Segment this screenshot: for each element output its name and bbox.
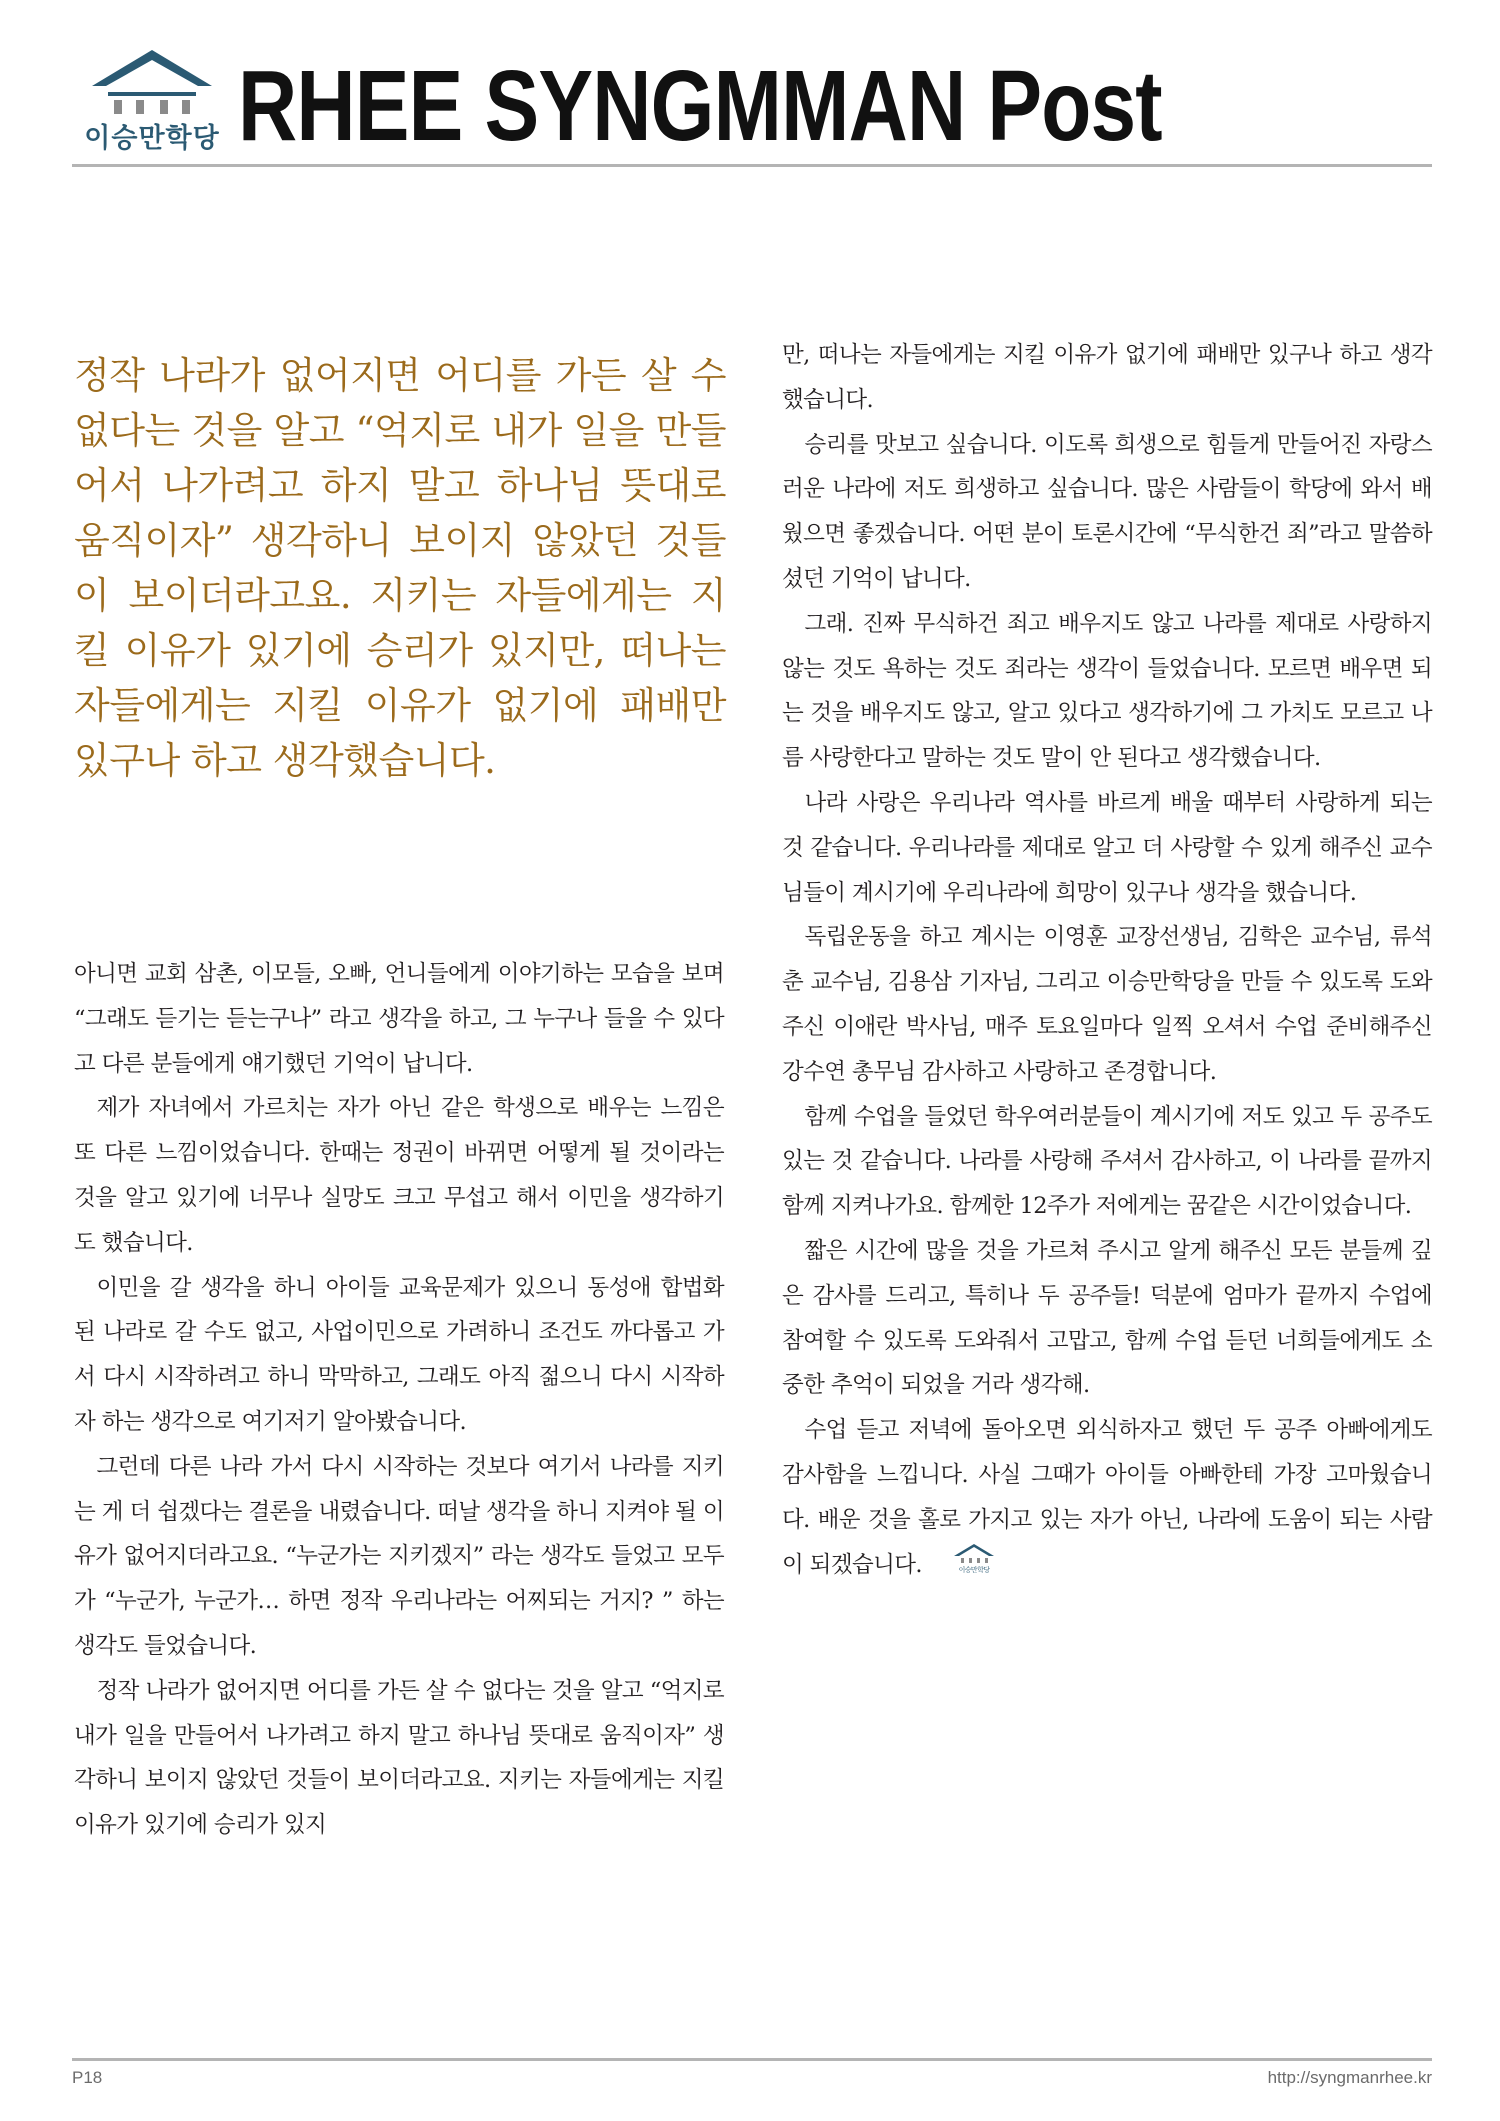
paragraph-last — [782, 1408, 1432, 1588]
paragraph: 짧은 시간에 많을 것을 가르쳐 주시고 알게 해주신 모든 분들께 깊은 감사를 드리고, 특히나 두 공주들! 덕분에 엄마가 끝까지 수업에 참여할 수 있도록 도와줘서 고맙고, 함께 수업 듣던 너희들에게도 소중한 추억이 되었을 거라 생각해. — [782, 1237, 1432, 1399]
masthead-title: RHEE SYNGMMAN Post — [238, 50, 1162, 162]
paragraph: 이민을 갈 생각을 하니 아이들 교육문제가 있으니 동성애 합법화 된 나라로 갈 수도 없고, 사업이민으로 가려하니 조건도 까다롭고 가서 다시 시작하려고 하니 막막하고, 그래도 아직 젊으니 다시 시작하자 하는 생각으로 여기저기 알아봤습니다. — [74, 1274, 724, 1435]
paragraph: 나라 사랑은 우리나라 역사를 바르게 배울 때부터 사랑하게 되는 것 같습니다. 우리나라를 제대로 알고 더 사랑할 수 있게 해주신 교수님들이 계시기에 우리나라에 희망이 있구나 생각을 했습니다. — [782, 789, 1432, 906]
pull-quote: 정작 나라가 없어지면 어디를 가든 살 수 없다는 것을 알고 “억지로 내가 일을 만들어서 나가려고 하지 말고 하나님 뜻대로 움직이자” 생각하니 보이지 않았던 것들이 보이더라고요. 지키는 자들에게는 지킬 이유가 있기에 승리가 있지만, 떠나는 자들에게는 지킬 이유가 없기에 패배만 있구나 하고 생각했습니다. — [74, 354, 726, 782]
end-mark-text: 이승만학당 — [959, 1565, 990, 1573]
house-end-mark-icon — [952, 1543, 996, 1573]
page-number: P18 — [72, 2068, 103, 2087]
footer-divider — [72, 2058, 1432, 2061]
logo — [72, 48, 232, 158]
header-divider — [72, 164, 1432, 167]
house-logo-icon — [90, 48, 214, 116]
left-column — [74, 952, 724, 1848]
paragraph: 함께 수업을 들었던 학우여러분들이 계시기에 저도 있고 두 공주도 있는 것 같습니다. 나라를 사랑해 주셔서 감사하고, 이 나라를 끝까지 함께 지켜나가요. 함께한 12주가 저에게는 꿈같은 시간이었습니다. — [782, 1103, 1432, 1220]
site-url: http://syngmanrhee.kr — [1267, 2068, 1432, 2087]
right-column — [782, 333, 1432, 1588]
paragraph: 제가 자녀에서 가르치는 자가 아닌 같은 학생으로 배우는 느낌은 또 다른 느낌이었습니다. 한때는 정권이 바뀌면 어떻게 될 것이라는 것을 알고 있기에 너무나 실망도 크고 무섭고 해서 이민을 생각하기도 했습니다. — [74, 1095, 724, 1256]
end-mark-logo — [930, 1543, 997, 1589]
paragraph: 승리를 맛보고 싶습니다. 이도록 희생으로 힘들게 만들어진 자랑스러운 나라에 저도 희생하고 싶습니다. 많은 사람들이 학당에 와서 배웠으면 좋겠습니다. 어떤 분이 토론시간에 “무식한건 죄”라고 말씀하셨던 기억이 납니다. — [782, 431, 1432, 592]
paragraph: 독립운동을 하고 계시는 이영훈 교장선생님, 김학은 교수님, 류석춘 교수님, 김용삼 기자님, 그리고 이승만학당을 만들 수 있도록 도와주신 이애란 박사님, 매주 토요일마다 일찍 오셔서 수업 준비해주신 강수연 총무님 감사하고 사랑하고 존경합니다. — [782, 924, 1432, 1085]
paragraph: 그래. 진짜 무식하건 죄고 배우지도 않고 나라를 제대로 사랑하지 않는 것도 욕하는 것도 죄라는 생각이 들었습니다. 모르면 배우면 되는 것을 배우지도 않고, 알고 있다고 생각하기에 그 가치도 모르고 나름 사랑한다고 말하는 것도 말이 안 된다고 생각했습니다. — [782, 610, 1432, 772]
paragraph: 정작 나라가 없어지면 어디를 가든 살 수 없다는 것을 알고 “억지로 내가 일을 만들어서 나가려고 하지 말고 하나님 뜻대로 움직이자” 생각하니 보이지 않았던 것들이 보이더라고요. 지키는 자들에게는 지킬 이유가 있기에 승리가 있지 — [74, 1677, 724, 1839]
logo-text: 이승만학당 — [84, 123, 220, 154]
page-header — [72, 48, 1432, 162]
paragraph: 아니면 교회 삼촌, 이모들, 오빠, 언니들에게 이야기하는 모습을 보며 “그래도 듣기는 듣는구나” 라고 생각을 하고, 그 누구나 들을 수 있다고 다른 분들에게 얘기했던 기억이 납니다. — [74, 961, 724, 1077]
paragraph: 만, 떠나는 자들에게는 지킬 이유가 없기에 패배만 있구나 하고 생각했습니다. — [782, 342, 1432, 413]
paragraph: 그런데 다른 나라 가서 다시 시작하는 것보다 여기서 나라를 지키는 게 더 쉽겠다는 결론을 내렸습니다. 떠날 생각을 하니 지켜야 될 이유가 없어지더라고요. “누군가는 지키겠지” 라는 생각도 들었고 모두가 “누군가, 누군가… 하면 정작 우리나라는 어찌되는 거지? ” 하는 생각도 들었습니다. — [74, 1453, 724, 1659]
paragraph-text: 수업 듣고 저녁에 돌아오면 외식하자고 했던 두 공주 아빠에게도 감사함을 느낍니다. 사실 그때가 아이들 아빠한테 가장 고마웠습니다. 배운 것을 홀로 가지고 있는 자가 아닌, 나라에 도움이 되는 사람이 되겠습니다. — [782, 1417, 1432, 1578]
